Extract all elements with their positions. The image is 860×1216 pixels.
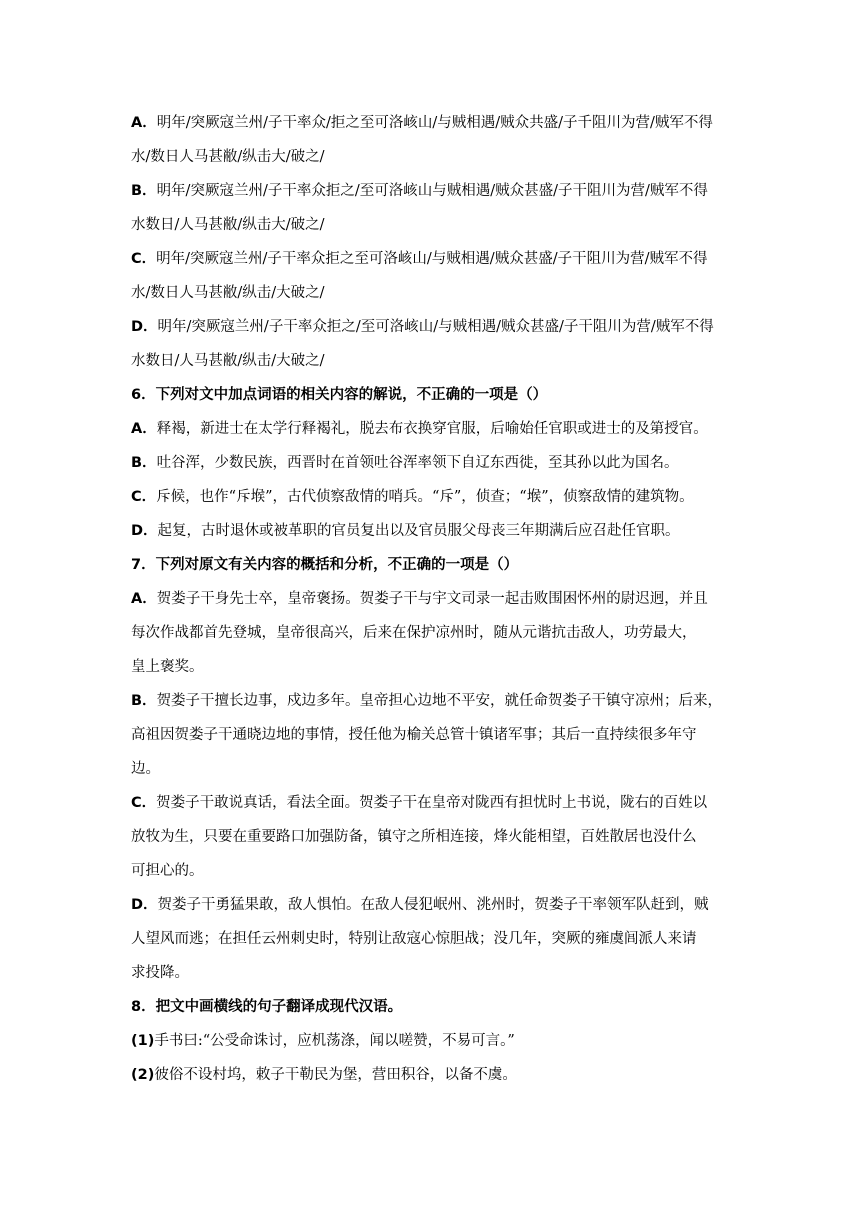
q6-option-d bbox=[131, 514, 741, 548]
q5-option-c-line1 bbox=[131, 242, 741, 276]
option-label: A． bbox=[131, 591, 157, 607]
q7-option-b-line3: 边。 bbox=[131, 761, 160, 777]
q5-option-d-line2: 水数日/人马甚敝/纵击/大破之/ bbox=[131, 353, 325, 369]
q7-option-b-line2: 高祖因贺娄子干通晓边地的事情，授任他为榆关总管十镇诸军事；其后一直持续很多年守 bbox=[131, 727, 697, 743]
option-label: D． bbox=[131, 523, 158, 539]
q5-option-a-line2: 水/数日人马甚敝/纵击大/破之/ bbox=[131, 149, 325, 165]
option-text: 明年/突厥寇兰州/子干率众拒之至可洛峐山/与贼相遇/贼众甚盛/子干阻川为营/贼军不得 bbox=[156, 251, 708, 267]
q7-option-a-line2: 每次作战都首先登城，皇帝很高兴，后来在保护凉州时，随从元谐抗击敌人，功劳最大， bbox=[131, 625, 697, 641]
q8-stem: 8．把文中画横线的句子翻译成现代汉语。 bbox=[131, 999, 403, 1015]
q7-option-c-line2: 放牧为生，只要在重要路口加强防备，镇守之所相连接，烽火能相望，百姓散居也没什么 bbox=[131, 829, 697, 845]
q7-option-c-line3: 可担心的。 bbox=[131, 863, 204, 879]
option-text: 明年/突厥寇兰州/子干率众拒之/至可洛峐山与贼相遇/贼众甚盛/子干阻川为营/贼军不得 bbox=[156, 183, 708, 199]
q7-option-d-line1 bbox=[131, 888, 741, 922]
sentence-text: 彼俗不设村坞，敕子干勒民为堡，营田积谷，以备不虞。 bbox=[154, 1067, 517, 1083]
sentence-label: (2) bbox=[131, 1067, 155, 1083]
q6-option-c bbox=[131, 480, 741, 514]
option-text: 斥候，也作“斥堠”，古代侦察敌情的哨兵。“斥”，侦查；“堠”，侦察敌情的建筑物。 bbox=[156, 489, 694, 505]
q5-option-d-line1 bbox=[131, 310, 741, 344]
q6-stem: 6．下列对文中加点词语的相关内容的解说，不正确的一项是（） bbox=[131, 387, 548, 403]
option-text: 吐谷浑，少数民族，西晋时在首领吐谷浑率领下自辽东西徙，至其孙以此为国名。 bbox=[156, 455, 679, 471]
option-text: 明年/突厥寇兰州/子干率众/拒之至可洛峐山/与贼相遇/贼众共盛/子千阻川为营/贼军不得 bbox=[156, 115, 713, 131]
option-label: C． bbox=[131, 489, 157, 505]
option-label: C． bbox=[131, 795, 157, 811]
option-label: B． bbox=[131, 455, 157, 471]
q7-option-a-line3: 皇上褒奖。 bbox=[131, 659, 204, 675]
option-label: D． bbox=[131, 897, 158, 913]
q7-stem: 7．下列对原文有关内容的概括和分析，不正确的一项是（） bbox=[131, 557, 519, 573]
q5-option-a-line1 bbox=[131, 106, 741, 140]
option-text: 明年/突厥寇兰州/子干率众拒之/至可洛峐山/与贼相遇/贼众甚盛/子干阻川为营/贼军不得 bbox=[157, 319, 714, 335]
q7-option-c-line1 bbox=[131, 786, 741, 820]
option-text: 释褐，新进士在太学行释褐礼，脱去布衣换穿官服，后喻始任官职或进士的及第授官。 bbox=[156, 421, 708, 437]
q7-option-d-line3: 求投降。 bbox=[131, 965, 189, 981]
option-label: A． bbox=[131, 421, 157, 437]
q5-option-c-line2: 水/数日人马甚敝/纵击/大破之/ bbox=[131, 285, 325, 301]
q6-option-a bbox=[131, 412, 741, 446]
q8-sentence-2 bbox=[131, 1058, 741, 1092]
sentence-label: (1) bbox=[131, 1033, 155, 1049]
sentence-text: 手书曰:“公受命诛讨，应机荡涤，闻以嗟赞，不易可言。” bbox=[154, 1033, 515, 1049]
option-text: 贺娄子干擅长边事，戍边多年。皇帝担心边地不平安，就任命贺娄子干镇守凉州；后来， bbox=[156, 693, 723, 709]
q8-sentence-1 bbox=[131, 1024, 741, 1058]
option-text: 贺娄子干身先士卒，皇帝褒扬。贺娄子干与宇文司录一起击败围困怀州的尉迟迥，并且 bbox=[156, 591, 708, 607]
q5-option-b-line2: 水数日/人马甚敝/纵击大/破之/ bbox=[131, 217, 325, 233]
option-text: 贺娄子干勇猛果敢，敌人惧怕。在敌人侵犯岷州、洮州时，贺娄子干率领军队赶到，贼 bbox=[157, 897, 709, 913]
q7-option-d-line2: 人望风而逃；在担任云州刺史时，特别让敌寇心惊胆战；没几年，突厥的雍虞闾派人来请 bbox=[131, 931, 697, 947]
q6-option-b bbox=[131, 446, 741, 480]
option-text: 贺娄子干敢说真话，看法全面。贺娄子干在皇帝对陇西有担忧时上书说，陇右的百姓以 bbox=[156, 795, 708, 811]
q5-option-b-line1 bbox=[131, 174, 741, 208]
option-label: C． bbox=[131, 251, 157, 267]
option-label: B． bbox=[131, 693, 157, 709]
q7-option-a-line1 bbox=[131, 582, 741, 616]
q7-option-b-line1 bbox=[131, 684, 741, 718]
option-text: 起复，古时退休或被革职的官员复出以及官员服父母丧三年期满后应召赴任官职。 bbox=[157, 523, 680, 539]
exam-page bbox=[131, 106, 741, 1092]
option-label: D． bbox=[131, 319, 158, 335]
option-label: B． bbox=[131, 183, 157, 199]
option-label: A． bbox=[131, 115, 157, 131]
